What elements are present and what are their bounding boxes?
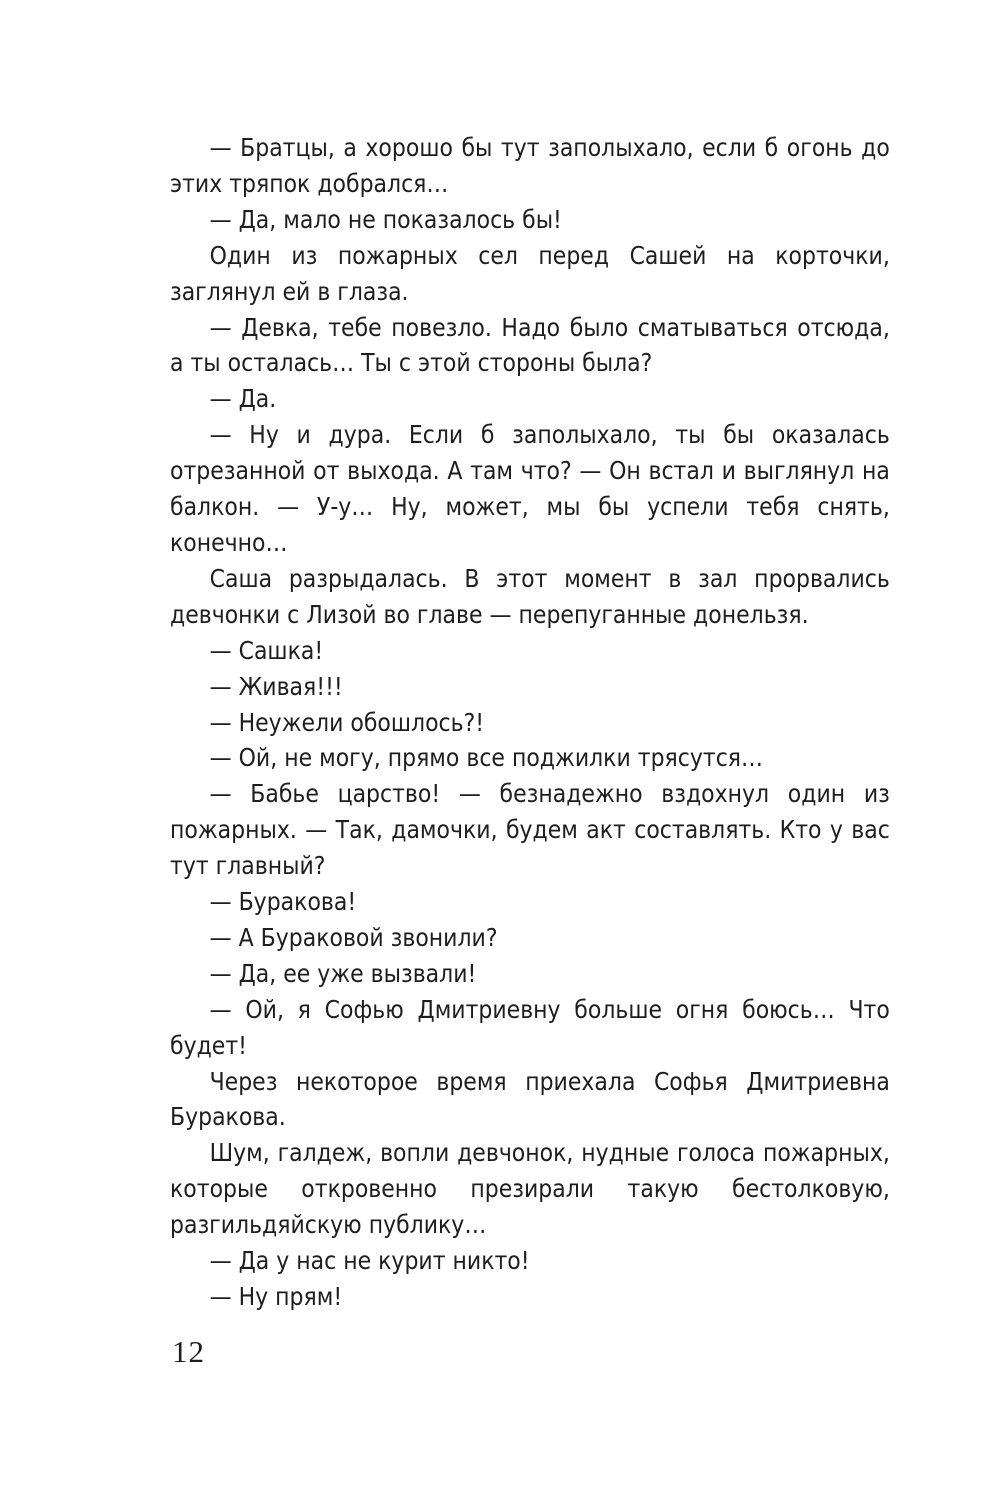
paragraph-16: — Ой, я Софью Дмитриевну больше огня боюсь… Что будет!	[170, 994, 890, 1060]
paragraph-19: — Да у нас не курит никто!	[209, 1246, 530, 1276]
paragraph-2: — Да, мало не показалось бы!	[209, 204, 562, 234]
page-body-text	[170, 130, 890, 1315]
paragraph-10: — Неужели обошлось?!	[209, 707, 485, 737]
paragraph-12: — Бабье царство! — безнадежно вздохнул один из пожарных. — Так, дамочки, будем акт составлять. Кто у вас тут главный?	[170, 779, 890, 881]
paragraph-3: Один из пожарных сел перед Сашей на корточки, заглянул ей в глаза.	[170, 240, 890, 306]
paragraph-1: — Братцы, а хорошо бы тут заполыхало, если б огонь до этих тряпок добрался…	[170, 133, 890, 198]
paragraph-15: — Да, ее уже вызвали!	[209, 958, 477, 988]
paragraph-4: — Девка, тебе повезло. Надо было сматываться отсюда, а ты осталась… Ты с этой стороны была?	[170, 312, 890, 378]
page-number: 12	[172, 1334, 205, 1369]
paragraph-20: — Ну прям!	[209, 1282, 343, 1311]
paragraph-11: — Ой, не могу, прямо все поджилки трясутся…	[209, 743, 764, 773]
paragraph-5: — Да.	[209, 384, 277, 414]
paragraph-9: — Живая!!!	[209, 671, 343, 701]
paragraph-6: — Ну и дура. Если б заполыхало, ты бы оказалась отрезанной от выхода. А там что? — Он встал и выглянул на балкон. — У-у… Ну, может, мы бы успели тебя снять, конечно…	[170, 420, 890, 557]
paragraph-18: Шум, галдеж, вопли девчонок, нудные голоса пожарных, которые откровенно презирали такую бестолковую, разгильдяйскую публику…	[170, 1138, 890, 1240]
paragraph-8: — Сашка!	[209, 635, 324, 665]
paragraph-14: — А Бураковой звонили?	[209, 922, 498, 952]
paragraph-13: — Буракова!	[209, 887, 357, 917]
paragraph-17: Через некоторое время приехала Софья Дмитриевна Буракова.	[170, 1066, 890, 1132]
paragraph-7: Саша разрыдалась. В этот момент в зал прорвались девчонки с Лизой во главе — перепуганные донельзя.	[170, 563, 890, 629]
